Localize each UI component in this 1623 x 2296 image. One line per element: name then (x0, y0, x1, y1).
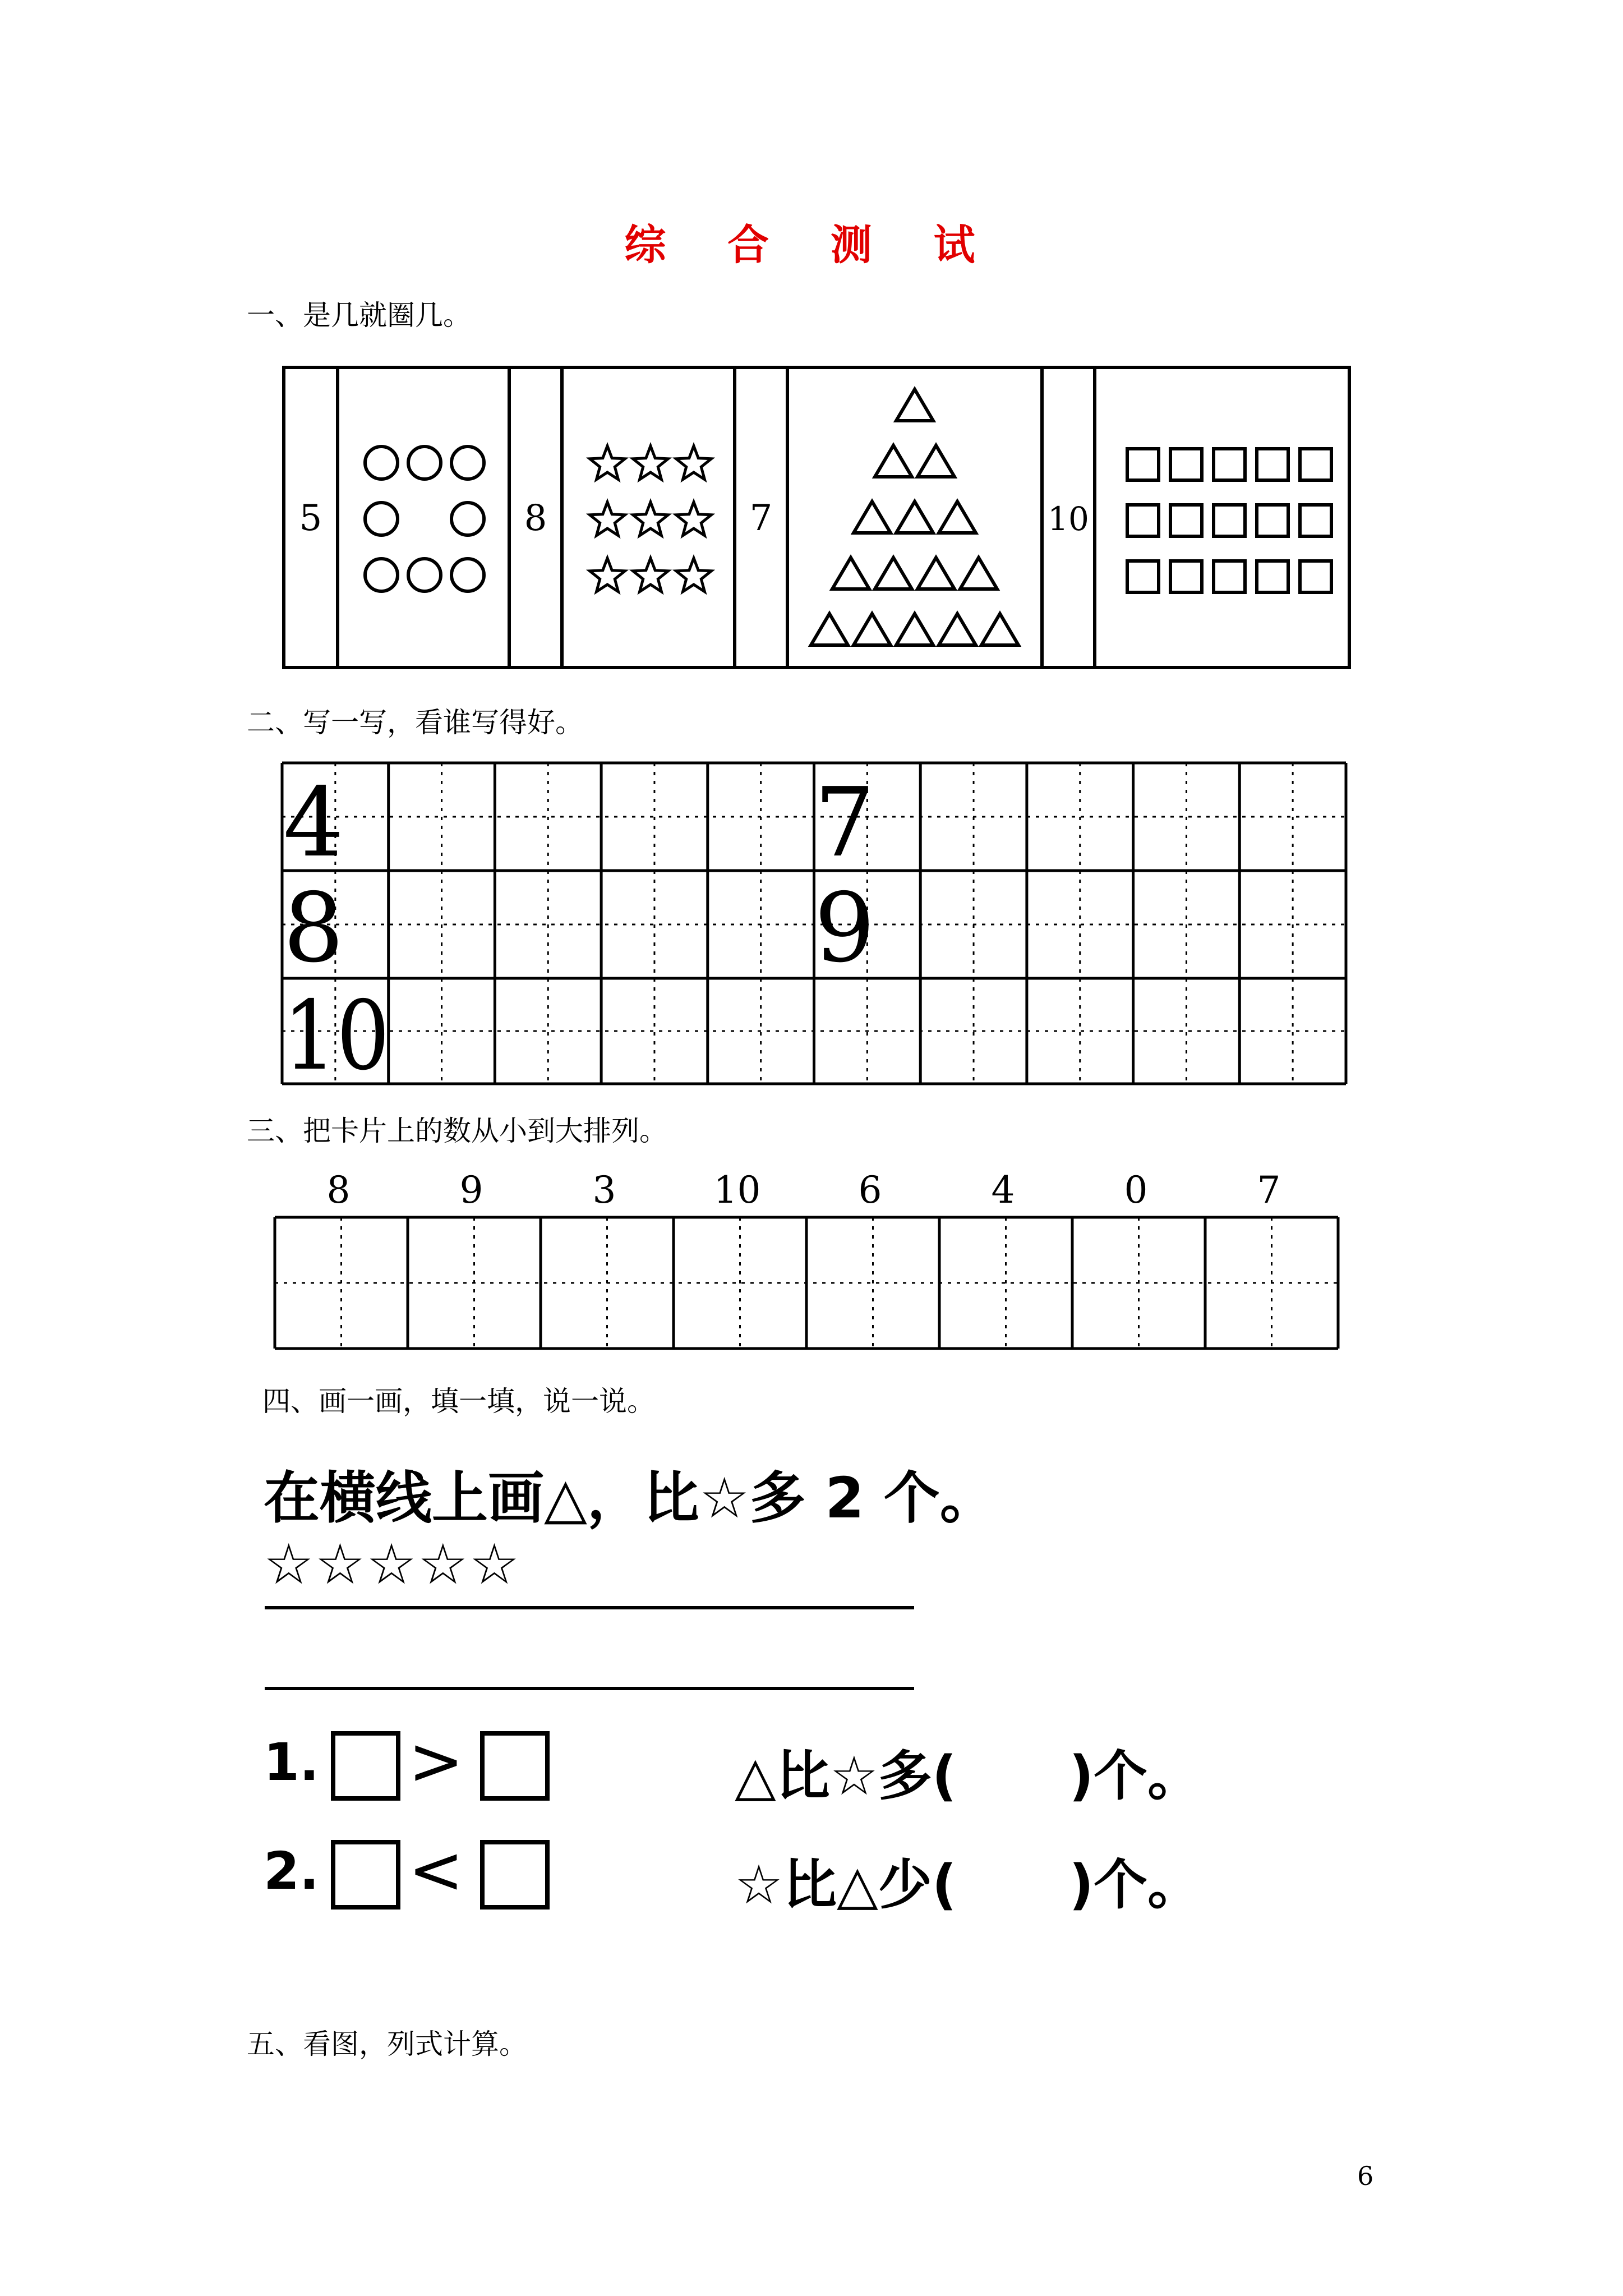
square-icon (1214, 505, 1245, 536)
section4-heading: 四、画一画，填一填，说一说。 (262, 1385, 655, 1418)
q1-text: △比☆多( )个。 (735, 1745, 1202, 1807)
triangle-icon (939, 501, 976, 533)
card-number: 7 (1257, 1168, 1281, 1212)
card-number: 10 (713, 1168, 761, 1212)
triangle-icon (960, 558, 997, 589)
q2-text: ☆比△少( )个。 (735, 1853, 1202, 1916)
square-icon (1170, 449, 1202, 480)
square-icon (1214, 561, 1245, 592)
square-icon (1257, 449, 1288, 480)
square-icon (1214, 449, 1245, 480)
card-number: 0 (1124, 1168, 1148, 1212)
digit-9: 9 (814, 873, 875, 984)
triangle-icon (981, 614, 1018, 645)
digit-8: 8 (283, 873, 344, 984)
group4-number: 10 (1048, 500, 1089, 538)
triangle-icon (917, 445, 955, 477)
triangle-icon (896, 389, 933, 421)
group2-number: 8 (524, 498, 547, 539)
star-icon (676, 446, 712, 480)
star-icon (676, 558, 712, 592)
square-icon (1257, 505, 1288, 536)
circle-icon (451, 503, 484, 535)
digit-7: 7 (814, 767, 875, 878)
page-number: 6 (1357, 2161, 1374, 2191)
star-icon (676, 502, 712, 536)
section1-frame (284, 367, 1349, 668)
circle-icon (365, 559, 398, 591)
group3-number: 7 (749, 498, 773, 539)
digit-10: 10 (283, 981, 390, 1092)
square-icon (1127, 449, 1159, 480)
triangle-icon (875, 445, 912, 477)
triangle-icon (939, 614, 976, 645)
section5-heading: 五、看图，列式计算。 (247, 2028, 527, 2060)
instruction-text: 在横线上画△，比☆多 2 个。 (264, 1465, 996, 1531)
triangle-icon (875, 558, 912, 589)
card-number: 9 (459, 1168, 483, 1212)
square-icon (1300, 449, 1331, 480)
star-icon (590, 502, 625, 536)
card-number: 6 (858, 1168, 882, 1212)
square-icon (1257, 561, 1288, 592)
triangle-icon (896, 501, 933, 533)
triangle-icon (854, 501, 891, 533)
page-title: 综 合 测 试 (624, 221, 999, 269)
circle-icon (451, 559, 484, 591)
section3-heading: 三、把卡片上的数从小到大排列。 (247, 1115, 667, 1147)
square-icon (1127, 561, 1159, 592)
digit-4: 4 (283, 767, 344, 878)
star-icon (633, 558, 668, 592)
triangle-icon (854, 614, 891, 645)
square-icon (1127, 505, 1159, 536)
group1-number: 5 (299, 498, 322, 539)
circle-icon (408, 559, 441, 591)
card-number: 4 (991, 1168, 1015, 1212)
square-icon (1300, 561, 1331, 592)
q1-greater-symbol: > (408, 1722, 464, 1800)
star-icon (633, 502, 668, 536)
star-icon (590, 558, 625, 592)
section1-heading: 一、是几就圈几。 (247, 299, 471, 332)
card-number: 3 (592, 1168, 616, 1212)
square-icon (1170, 505, 1202, 536)
square-icon (1300, 505, 1331, 536)
q1-number: 1. (264, 1732, 319, 1792)
square-icon (1170, 561, 1202, 592)
circle-icon (451, 447, 484, 479)
star-icon (590, 446, 625, 480)
triangle-icon (917, 558, 955, 589)
q2-number: 2. (264, 1841, 319, 1901)
circle-icon (365, 447, 398, 479)
circle-icon (408, 447, 441, 479)
card-number: 8 (326, 1168, 351, 1212)
section2-heading: 二、写一写，看谁写得好。 (247, 706, 583, 739)
triangle-icon (896, 614, 933, 645)
q2-less-symbol: < (408, 1831, 464, 1908)
stars-row: ☆☆☆☆☆ (264, 1531, 521, 1597)
star-icon (633, 446, 668, 480)
triangle-icon (811, 614, 848, 645)
circle-icon (365, 503, 398, 535)
triangle-icon (832, 558, 869, 589)
